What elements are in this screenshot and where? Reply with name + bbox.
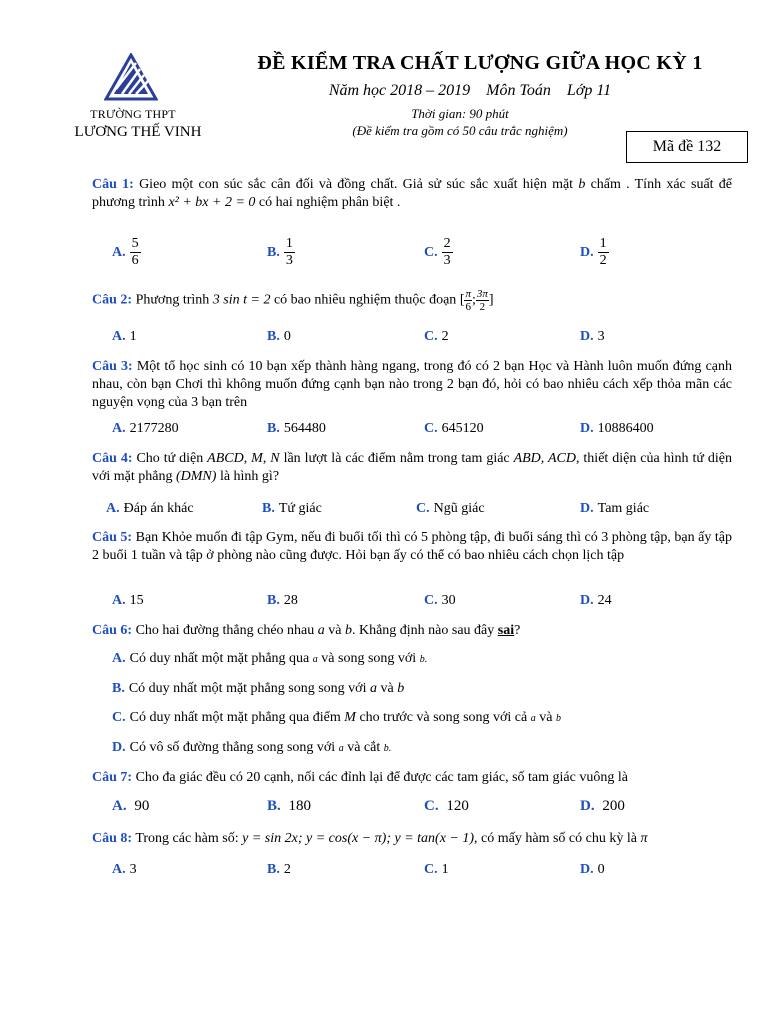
- option-a[interactable]: [112, 798, 149, 815]
- option-label: C.: [424, 421, 438, 436]
- exam-note: (Đề kiểm tra gồm có 50 câu trắc nghiệm): [352, 123, 568, 138]
- answer-options: [112, 593, 732, 613]
- question-text: Trong các hàm số:: [135, 831, 239, 846]
- option-text: 15: [129, 593, 144, 608]
- option-text: cho trước và song song với cả: [359, 710, 528, 725]
- math-var: M: [251, 451, 263, 466]
- question-number: Câu 4:: [92, 451, 133, 466]
- question-number: Câu 7:: [92, 770, 133, 785]
- denominator: 3: [285, 253, 293, 268]
- emphasis-sai: sai: [497, 623, 515, 638]
- option-label: A.: [112, 651, 126, 666]
- school-name-line2: LƯƠNG THẾ VINH: [74, 124, 202, 140]
- answer-options: [112, 798, 732, 818]
- option-text: và: [380, 681, 394, 696]
- option-text: 2: [441, 329, 449, 344]
- option-b[interactable]: [267, 421, 326, 437]
- math-var: a: [369, 681, 377, 696]
- question-6: [92, 622, 732, 640]
- denominator: 6: [465, 301, 471, 313]
- math-var: a: [530, 713, 536, 724]
- option-label: C.: [416, 501, 430, 516]
- math-var: b: [555, 713, 561, 724]
- answer-options: [112, 421, 732, 441]
- option-d[interactable]: [580, 798, 625, 815]
- question-text: Cho hai đường thẳng chéo nhau: [135, 623, 315, 638]
- question-text: , thiết diện của hình tứ diện với mặt phẳng: [92, 451, 732, 484]
- denominator: 6: [131, 253, 139, 268]
- option-label: A.: [106, 501, 120, 516]
- option-text: 2177280: [129, 421, 179, 436]
- denominator: 3: [443, 253, 451, 268]
- question-text: có hai nghiệm phân biệt .: [258, 195, 401, 210]
- option-d[interactable]: [112, 740, 732, 756]
- option-d[interactable]: [580, 862, 605, 878]
- option-text: 180: [288, 798, 312, 814]
- question-text: Cho đa giác đều có 20 cạnh, nối các đỉnh lại để được các tam giác, số tam giác vuông là: [135, 770, 628, 785]
- answer-options: [112, 862, 732, 882]
- bracket: [: [459, 292, 465, 308]
- option-label: B.: [262, 501, 275, 516]
- option-label: B.: [267, 798, 281, 814]
- separator: ;: [472, 292, 476, 308]
- answer-options: [112, 329, 732, 349]
- question-2: [92, 288, 732, 313]
- option-a[interactable]: [112, 593, 144, 609]
- option-a[interactable]: [112, 862, 137, 878]
- option-text: Có duy nhất một mặt phẳng song song với: [128, 681, 367, 696]
- option-label: B.: [267, 244, 280, 260]
- option-label: D.: [580, 244, 594, 260]
- option-label: B.: [267, 593, 280, 608]
- option-b[interactable]: [267, 329, 291, 345]
- question-text: Một tổ học sinh có 10 bạn xếp thành hàng ngang, trong đó có 2 bạn Học và Hành luôn muốn đứng cạnh nhau, còn bạn Chơi thì không muốn đứng cạnh bạn nào trong 2 bạn đó, hỏi có bao nhiêu cách xếp thỏa mãn các nguyện vọng của 3 bạn trên: [92, 359, 732, 410]
- option-b[interactable]: [267, 862, 291, 878]
- option-c[interactable]: [424, 862, 449, 878]
- question-number: Câu 3:: [92, 359, 133, 374]
- option-label: C.: [424, 862, 438, 877]
- option-d[interactable]: [580, 593, 612, 609]
- question-mark: ?: [514, 623, 521, 638]
- math-var: b.: [383, 743, 392, 754]
- option-text: 1: [129, 329, 137, 344]
- math-var: b: [397, 681, 405, 696]
- question-7: [92, 769, 732, 787]
- option-a[interactable]: [112, 236, 141, 269]
- numerator: 3π: [476, 288, 488, 300]
- option-b[interactable]: [267, 593, 298, 609]
- option-c[interactable]: [416, 501, 485, 517]
- option-label: A.: [112, 593, 126, 608]
- option-b[interactable]: [267, 798, 311, 815]
- subject: Môn Toán: [486, 82, 551, 99]
- math-equation: y = sin 2x; y = cos(x − π); y = tan(x − 1): [242, 831, 475, 846]
- option-text: 90: [134, 798, 150, 814]
- question-text: . Khẳng định nào sau đây: [351, 623, 495, 638]
- option-text: Có duy nhất một mặt phẳng qua: [129, 651, 310, 666]
- answer-options: [106, 501, 732, 521]
- option-text: 645120: [441, 421, 484, 436]
- option-a[interactable]: [112, 329, 137, 345]
- option-label: D.: [580, 501, 594, 516]
- option-d[interactable]: [580, 421, 654, 437]
- exam-subtitle: [280, 82, 660, 100]
- question-4: [92, 450, 732, 486]
- school-logo-icon: [104, 53, 158, 103]
- denominator: 2: [479, 301, 486, 313]
- option-text: Đáp án khác: [123, 501, 194, 516]
- math-var: M: [344, 710, 356, 725]
- question-number: Câu 1:: [92, 177, 134, 192]
- question-text: chấm . Tính xác suất để phương trình: [92, 177, 733, 210]
- option-text: Tứ giác: [278, 501, 322, 516]
- question-3: [92, 358, 732, 412]
- option-text: 2: [283, 862, 291, 877]
- math-var: b: [578, 177, 586, 192]
- option-label: C.: [424, 329, 438, 344]
- option-label: D.: [580, 421, 594, 436]
- question-text: Cho tứ diện: [136, 451, 204, 466]
- option-c[interactable]: [112, 710, 732, 726]
- option-label: C.: [424, 593, 438, 608]
- option-text: 3: [129, 862, 137, 877]
- option-text: 10886400: [597, 421, 654, 436]
- option-label: B.: [267, 862, 280, 877]
- answer-options: [112, 236, 732, 268]
- question-text: là hình gì?: [219, 469, 280, 484]
- option-text: và: [539, 710, 553, 725]
- option-text: Tam giác: [597, 501, 650, 516]
- fraction: [284, 236, 295, 269]
- question-8: [92, 830, 732, 848]
- question-text: có bao nhiêu nghiệm thuộc đoạn: [273, 292, 457, 308]
- school-year: Năm học 2018 – 2019: [328, 82, 471, 99]
- math-var: ABCD: [207, 451, 244, 466]
- option-d[interactable]: [580, 236, 609, 269]
- math-var: N: [270, 451, 280, 466]
- option-label: D.: [112, 740, 126, 755]
- option-text: Có vô số đường thẳng song song với: [129, 740, 336, 755]
- math-var: π: [640, 831, 648, 846]
- option-text: 30: [441, 593, 456, 608]
- option-label: D.: [580, 862, 594, 877]
- option-b[interactable]: [267, 236, 295, 269]
- numerator: 5: [131, 236, 139, 251]
- option-c[interactable]: [424, 798, 469, 815]
- math-var: a: [312, 654, 318, 665]
- math-var: a: [317, 623, 325, 638]
- question-text: lần lượt là các điểm nằm trong tam giác: [283, 451, 510, 466]
- denominator: 2: [599, 253, 607, 268]
- option-c[interactable]: [424, 593, 456, 609]
- option-text: 200: [602, 798, 625, 814]
- bracket: ]: [488, 292, 494, 308]
- fraction: [464, 288, 472, 313]
- math-var: ABD, ACD: [513, 451, 576, 466]
- option-a[interactable]: [112, 651, 732, 667]
- fraction: [476, 288, 489, 313]
- question-text: Bạn Khỏe muốn đi tập Gym, nếu đi buổi tối thì có 5 phòng tập, đi buổi sáng thì có 3 phòng tập, bạn ấy tập 2 buổi 1 tuần và tập ở phòng nào cũng được. Hỏi bạn ấy có thể có bao nhiêu cách chọn lịch tập: [92, 530, 733, 563]
- grade: Lớp 11: [566, 82, 612, 99]
- option-text: Ngũ giác: [433, 501, 485, 516]
- math-equation: x² + bx + 2 = 0: [168, 195, 256, 210]
- math-var: b: [344, 623, 352, 638]
- option-label: A.: [112, 329, 126, 344]
- question-text: , có mấy hàm số có chu kỳ là: [474, 831, 637, 846]
- option-text: 120: [446, 798, 469, 814]
- question-number: Câu 2:: [92, 292, 133, 308]
- question-number: Câu 5:: [92, 530, 133, 545]
- option-text: 28: [283, 593, 298, 608]
- exam-title: ĐỀ KIỂM TRA CHẤT LƯỢNG GIỮA HỌC KỲ 1: [257, 52, 703, 74]
- math-var: b.: [419, 654, 428, 665]
- option-label: A.: [112, 862, 126, 877]
- option-label: A.: [112, 244, 126, 260]
- fraction: [442, 236, 453, 269]
- option-text: 24: [597, 593, 612, 608]
- question-1: [92, 176, 732, 212]
- option-label: B.: [267, 421, 280, 436]
- option-text: 564480: [283, 421, 326, 436]
- comma: ,: [262, 451, 267, 466]
- option-label: A.: [112, 421, 126, 436]
- question-number: Câu 8:: [92, 831, 133, 846]
- question-text: và: [328, 623, 342, 638]
- numerator: 1: [285, 236, 293, 251]
- option-c[interactable]: [424, 421, 484, 437]
- numerator: 1: [599, 236, 607, 251]
- math-var: a: [338, 743, 344, 754]
- option-label: C.: [424, 244, 438, 260]
- question-text: Gieo một con súc sắc cân đối và đồng chất. Giả sử súc sắc xuất hiện mặt: [139, 177, 574, 192]
- option-text: 1: [441, 862, 449, 877]
- fraction: [130, 236, 141, 269]
- fraction: [598, 236, 609, 269]
- exam-code-box: Mã đề 132: [626, 131, 748, 163]
- option-c[interactable]: [424, 329, 449, 345]
- option-text: và cắt: [347, 740, 381, 755]
- option-b[interactable]: [112, 681, 732, 697]
- option-d[interactable]: [580, 329, 605, 345]
- option-text: 0: [597, 862, 605, 877]
- option-label: D.: [580, 329, 594, 344]
- option-label: C.: [112, 710, 126, 725]
- question-number: Câu 6:: [92, 623, 133, 638]
- school-name-line1: TRƯỜNG THPT: [90, 107, 176, 121]
- comma: ,: [243, 451, 248, 466]
- numerator: 2: [443, 236, 451, 251]
- option-c[interactable]: [424, 236, 453, 269]
- option-text: Có duy nhất một mặt phẳng qua điểm: [129, 710, 341, 725]
- math-equation: 3 sin t = 2: [212, 292, 271, 308]
- question-text: Phương trình: [135, 292, 210, 308]
- exam-duration: Thời gian: 90 phút: [411, 106, 509, 121]
- numerator: π: [465, 288, 471, 300]
- option-label: C.: [424, 798, 439, 814]
- option-label: A.: [112, 798, 127, 814]
- option-label: B.: [112, 681, 125, 696]
- question-5: [92, 529, 732, 565]
- option-text: 3: [597, 329, 605, 344]
- option-d[interactable]: [580, 501, 649, 517]
- option-a[interactable]: [112, 421, 179, 437]
- option-label: B.: [267, 329, 280, 344]
- option-text: 0: [283, 329, 291, 344]
- option-b[interactable]: [262, 501, 322, 517]
- option-label: D.: [580, 798, 595, 814]
- option-text: và song song với: [321, 651, 417, 666]
- math-var: (DMN): [176, 469, 217, 484]
- option-a[interactable]: [106, 501, 194, 517]
- option-label: D.: [580, 593, 594, 608]
